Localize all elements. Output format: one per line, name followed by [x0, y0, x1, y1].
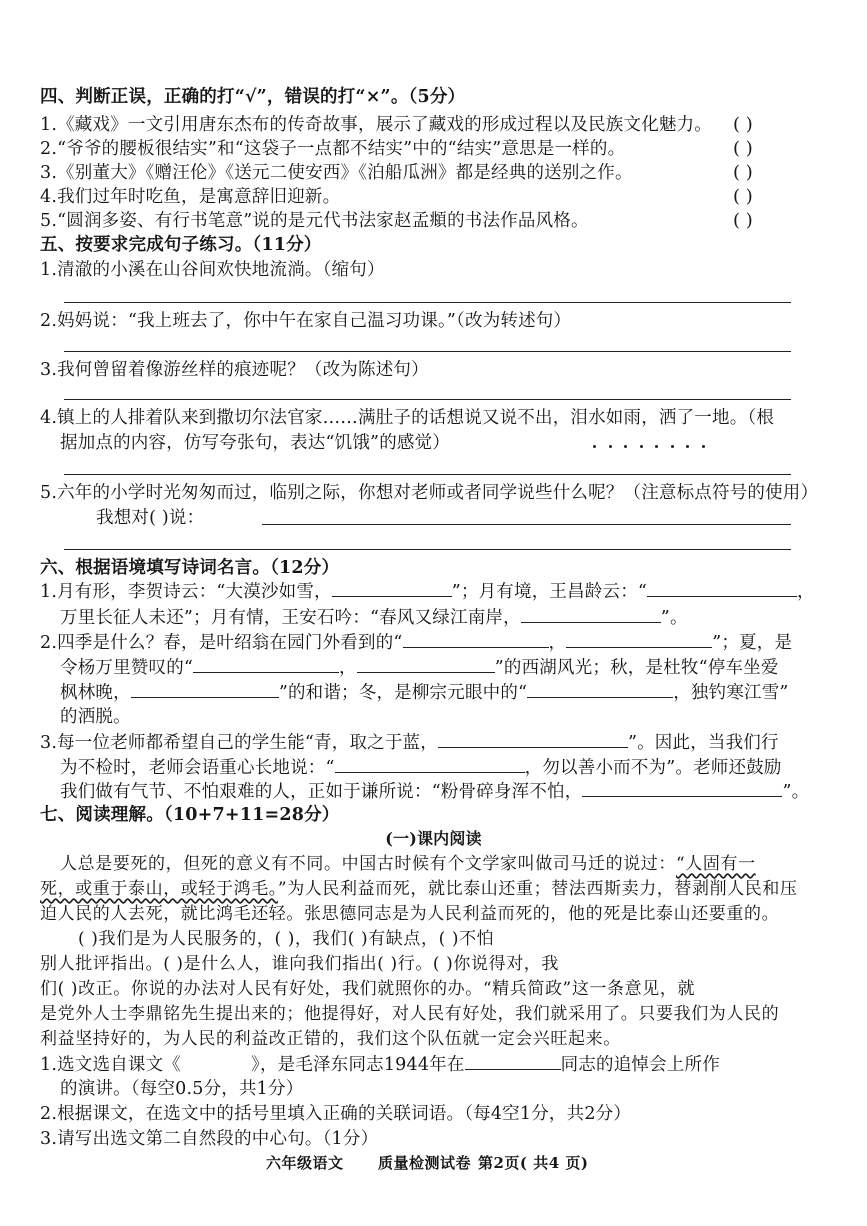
- question-text: 》，是毛泽东同志1944年在: [251, 1055, 465, 1075]
- blank[interactable]: [521, 604, 661, 623]
- passage-line-6: 们( )改正。你说的办法对人民有好处，我们就照你的办。“精兵简政”这一条意见，就: [40, 979, 696, 999]
- answer-line-q1[interactable]: [64, 302, 791, 303]
- poem-line-4: [60, 654, 779, 681]
- blank[interactable]: [357, 654, 495, 673]
- blank[interactable]: [582, 778, 782, 797]
- judge-item-5: 5.“圆润多姿、有行书笔意”说的是元代书法家赵孟頫的书法作品风格。: [40, 211, 589, 231]
- poem-line-6: 的洒脱。: [60, 707, 131, 727]
- blank[interactable]: [465, 1051, 561, 1070]
- passage-line-1: [60, 851, 756, 877]
- poem-line-8: [60, 754, 782, 781]
- section-5-title: 五、按要求完成句子练习。（11分）: [40, 235, 322, 255]
- section-7-title: 七、阅读理解。（10+7+11=28分）: [40, 805, 340, 825]
- answer-paren-5[interactable]: ( ): [733, 210, 753, 231]
- passage-line-4: ( )我们是为人民服务的，( )，我们( )有缺点，( )不怕: [78, 929, 495, 949]
- emphasis-dots: [593, 433, 717, 437]
- blank[interactable]: [566, 629, 712, 648]
- answer-paren-2[interactable]: ( ): [733, 138, 753, 159]
- poem-text: 我们做有气节、不怕艰难的人，正如于谦所说：“粉骨碎身浑不怕，: [60, 782, 583, 802]
- poem-text: ”；夏，是: [712, 633, 793, 653]
- sentence-q3: 3.我何曾留着像游丝样的痕迹呢？（改为陈述句）: [40, 360, 429, 380]
- poem-line-7: [40, 729, 779, 756]
- blank[interactable]: [193, 654, 339, 673]
- judge-item-4: 4.我们过年时吃鱼，是寓意辞旧迎新。: [40, 187, 341, 207]
- blank[interactable]: [335, 754, 525, 773]
- question-text: 1.选文选自课文《: [40, 1055, 181, 1075]
- footer-exam: 质量检测试卷: [378, 1154, 472, 1172]
- passage-line-2: [40, 876, 798, 902]
- wavy-quote: 死，或重于泰山，或轻于鸿毛。: [40, 879, 278, 899]
- sentence-q4-line2: 据加点的内容，仿写夸张句，表达“饥饿”的感觉）: [60, 433, 450, 453]
- answer-line-q2[interactable]: [64, 351, 791, 352]
- answer-paren-1[interactable]: ( ): [733, 114, 753, 135]
- poem-text: 1.月有形，李贺诗云：“大漠沙如雪，: [40, 582, 332, 602]
- blank[interactable]: [647, 578, 797, 597]
- reading-subtitle: (一)课内阅读: [385, 829, 482, 848]
- reading-q1-cont: 的演讲。（每空0.5分，共1分）: [60, 1079, 304, 1099]
- question-text: 同志的追悼会上所作: [560, 1055, 720, 1075]
- section-6-title: 六、根据语境填写诗词名言。（12分）: [40, 558, 340, 578]
- poem-text: 为不检时，老师会语重心长地说：“: [60, 758, 335, 778]
- poem-line-2: [60, 604, 688, 631]
- section-4-title: 四、判断正误，正确的打“√”，错误的打“×”。（5分）: [40, 87, 466, 107]
- passage-line-5: 别人批评指出。( )是什么人，谁向我们指出( )行。( )你说得对，我: [40, 954, 560, 974]
- poem-text: ，勿以善小而不为”。老师还鼓励: [524, 758, 782, 778]
- poem-text: 令杨万里赞叹的“: [60, 658, 194, 678]
- blank[interactable]: [527, 679, 673, 698]
- judge-item-2: 2.“爷爷的腰板很结实”和“这袋子一点都不结实”中的“结实”意思是一样的。: [40, 139, 626, 159]
- answer-line-q3[interactable]: [64, 399, 791, 400]
- passage-line-3: 迫人民的人去死，就比鸿毛还轻。张思德同志是为人民利益而死的，他的死是比泰山还要重的。: [40, 904, 780, 924]
- answer-line-q5a[interactable]: [262, 524, 791, 525]
- sentence-q4-line1: 4.镇上的人排着队来到撒切尔法官家……满肚子的话想说又说不出，泪水如雨，洒了一地。（根: [40, 408, 775, 428]
- poem-text: ”的和谐；冬，是柳宗元眼中的“: [278, 683, 528, 703]
- poem-text: ，: [797, 582, 815, 602]
- poem-text: ”；月有境，王昌龄云：“: [451, 582, 648, 602]
- poem-text: ”。: [660, 608, 688, 628]
- poem-text: ，独钓寒江雪”: [673, 683, 789, 703]
- poem-text: 2.四季是什么？春，是叶绍翁在园门外看到的“: [40, 633, 403, 653]
- sentence-q5-prefix: 我想对( )说：: [96, 508, 205, 528]
- poem-text: ，: [548, 633, 567, 653]
- poem-line-3: [40, 629, 792, 656]
- footer-grade: 六年级语文: [266, 1154, 344, 1172]
- poem-text: 3.每一位老师都希望自己的学生能“青，取之于蓝，: [40, 733, 438, 753]
- answer-paren-4[interactable]: ( ): [733, 186, 753, 207]
- judge-item-3: 3.《别董大》《赠汪伦》《送元二使安西》《泊船瓜洲》都是经典的送别之作。: [40, 163, 633, 183]
- passage-line-8: 利益坚持好的，为人民的利益改正错的，我们这个队伍就一定会兴旺起来。: [40, 1029, 621, 1049]
- blank[interactable]: [438, 729, 628, 748]
- poem-text: ”。: [782, 782, 810, 802]
- answer-line-q5b[interactable]: [64, 549, 791, 550]
- sentence-q5: 5.六年的小学时光匆匆而过，临别之际，你想对老师或者同学说些什么呢？（注意标点符号的使用）: [40, 483, 819, 503]
- passage-line-7: 是党外人士李鼎铭先生提出来的；他提得好，对人民有好处，我们就采用了。只要我们为人民的: [40, 1004, 780, 1024]
- reading-q1: [40, 1051, 720, 1078]
- blank[interactable]: [403, 629, 549, 648]
- reading-q3: 3.请写出选文第二自然段的中心句。（1分）: [40, 1129, 379, 1149]
- sentence-q2: 2.妈妈说：“我上班去了，你中午在家自己温习功课。”（改为转述句）: [40, 311, 572, 331]
- poem-text: ”的西湖风光；秋，是杜牧“停车坐爱: [494, 658, 779, 678]
- answer-paren-3[interactable]: ( ): [733, 162, 753, 183]
- poem-line-1: [40, 578, 815, 605]
- passage-text: 人总是要死的，但死的意义有不同。中国古时候有个文学家叫做司马迁的说过：: [60, 854, 676, 874]
- poem-line-9: [60, 778, 809, 805]
- blank[interactable]: [131, 679, 279, 698]
- poem-text: 枫林晚，: [60, 683, 131, 703]
- judge-item-1: 1.《藏戏》一文引用唐东杰布的传奇故事，展示了藏戏的形成过程以及民族文化魅力。: [40, 115, 712, 135]
- blank[interactable]: [332, 578, 452, 597]
- poem-line-5: [60, 679, 789, 706]
- footer-page-number: 第2页( 共4 页): [478, 1154, 589, 1172]
- passage-text: ”为人民利益而死，就比泰山还重；替法西斯卖力，替剥削人民和压: [277, 879, 798, 899]
- reading-q2: 2.根据课文，在选文中的括号里填入正确的关联词语。（每4空1分，共2分）: [40, 1104, 632, 1124]
- answer-line-q4[interactable]: [64, 474, 791, 475]
- poem-text: 万里长征人未还”；月有情，王安石吟：“春风又绿江南岸，: [60, 608, 521, 628]
- poem-text: ”。因此，当我们行: [627, 733, 779, 753]
- poem-text: ，: [339, 658, 357, 678]
- sentence-q1: 1.清澈的小溪在山谷间欢快地流淌。（缩句）: [40, 260, 385, 280]
- wavy-quote: “人固有一: [676, 854, 756, 874]
